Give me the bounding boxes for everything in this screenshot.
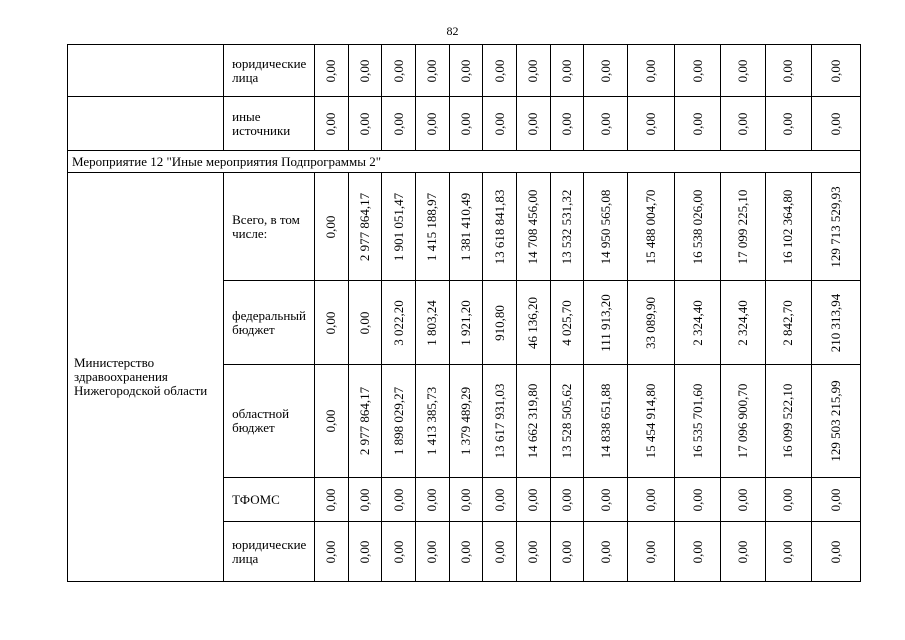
value-cell <box>382 522 416 582</box>
value-text: 0,00 <box>689 112 705 135</box>
value-text: 0,00 <box>525 488 541 511</box>
value-cell <box>584 478 628 522</box>
value-text: 0,00 <box>525 540 541 563</box>
value-text: 17 099 225,10 <box>735 189 751 264</box>
value-text: 0,00 <box>424 59 440 82</box>
value-cell <box>382 365 416 478</box>
value-cell <box>348 478 382 522</box>
value-cell <box>811 522 860 582</box>
source-label: иные источники <box>224 97 315 151</box>
source-label: федеральный бюджет <box>224 281 315 365</box>
value-cell <box>449 478 483 522</box>
value-cell <box>765 45 811 97</box>
value-cell <box>483 365 517 478</box>
value-text: 13 532 531,32 <box>559 189 574 264</box>
value-text: 0,00 <box>525 59 541 82</box>
value-cell <box>314 45 348 97</box>
organization-name: Министерство здравоохранения Нижегородской области <box>68 173 224 582</box>
value-cell <box>483 97 517 151</box>
value-cell <box>449 522 483 582</box>
value-cell <box>584 97 628 151</box>
value-cell <box>415 522 449 582</box>
value-text: 0,00 <box>643 59 659 82</box>
value-cell <box>675 522 721 582</box>
event-title: Мероприятие 12 "Иные мероприятия Подпрограммы 2" <box>68 151 861 173</box>
value-text: 0,00 <box>643 540 659 563</box>
value-cell <box>483 478 517 522</box>
value-cell <box>415 478 449 522</box>
value-text: 0,00 <box>689 59 705 82</box>
value-text: 1 415 188,97 <box>424 192 440 261</box>
value-cell <box>517 97 551 151</box>
value-text: 14 838 651,88 <box>597 383 613 459</box>
value-cell <box>517 365 551 478</box>
value-text: 0,00 <box>689 540 705 563</box>
table-row <box>68 45 861 97</box>
source-label: юридические лица <box>224 45 315 97</box>
value-text: 33 089,90 <box>643 296 659 349</box>
value-cell <box>550 45 584 97</box>
value-text: 46 136,20 <box>525 296 541 349</box>
value-cell <box>675 173 721 281</box>
value-text: 13 618 841,83 <box>491 189 507 264</box>
value-cell <box>483 281 517 365</box>
value-cell <box>314 173 348 281</box>
value-cell <box>628 522 675 582</box>
value-cell <box>314 281 348 365</box>
value-text: 0,00 <box>559 488 574 511</box>
value-cell <box>449 365 483 478</box>
value-cell <box>348 281 382 365</box>
value-cell <box>449 45 483 97</box>
value-text: 0,00 <box>491 540 507 563</box>
value-cell <box>721 365 766 478</box>
value-text: 1 379 489,29 <box>457 386 473 456</box>
source-label: Всего, в том числе: <box>224 173 315 281</box>
value-cell <box>675 97 721 151</box>
value-text: 0,00 <box>457 488 473 511</box>
value-text: 0,00 <box>643 112 659 135</box>
value-cell <box>314 478 348 522</box>
value-cell <box>415 97 449 151</box>
value-text: 0,00 <box>356 311 372 334</box>
value-text: 2 842,70 <box>780 299 796 346</box>
value-text: 0,00 <box>491 488 507 511</box>
value-cell <box>517 281 551 365</box>
value-cell <box>584 281 628 365</box>
value-text: 0,00 <box>323 215 339 238</box>
value-text: 17 096 900,70 <box>735 383 751 459</box>
value-text: 0,00 <box>457 540 473 563</box>
value-text: 3 022,20 <box>390 299 406 346</box>
value-text: 0,00 <box>457 59 473 82</box>
value-text: 0,00 <box>323 409 339 433</box>
value-cell <box>584 365 628 478</box>
value-cell <box>811 281 860 365</box>
value-text: 0,00 <box>643 488 659 511</box>
value-text: 16 535 701,60 <box>689 383 705 459</box>
value-text: 1 381 410,49 <box>457 192 473 261</box>
value-cell <box>382 45 416 97</box>
value-cell <box>628 281 675 365</box>
value-text: 0,00 <box>559 59 574 82</box>
value-text: 16 099 522,10 <box>780 383 796 459</box>
value-text: 0,00 <box>827 112 843 135</box>
value-text: 13 528 505,62 <box>559 383 574 459</box>
value-cell <box>765 522 811 582</box>
source-label: юридические лица <box>224 522 315 582</box>
value-text: 0,00 <box>525 112 541 135</box>
value-text: 0,00 <box>735 488 751 511</box>
value-cell <box>415 365 449 478</box>
value-cell <box>348 45 382 97</box>
source-label: ТФОМС <box>224 478 315 522</box>
value-cell <box>584 45 628 97</box>
value-text: 129 503 215,99 <box>827 380 843 462</box>
value-cell <box>415 45 449 97</box>
value-cell <box>765 478 811 522</box>
value-cell <box>811 45 860 97</box>
value-text: 4 025,70 <box>559 299 574 346</box>
value-cell <box>628 365 675 478</box>
value-text: 910,80 <box>491 304 507 341</box>
value-text: 2 977 864,17 <box>356 192 372 261</box>
value-text: 15 454 914,80 <box>643 383 659 459</box>
page-number: 82 <box>446 24 459 38</box>
value-cell <box>517 173 551 281</box>
value-cell <box>517 45 551 97</box>
value-text: 1 413 385,73 <box>424 386 440 456</box>
value-cell <box>415 281 449 365</box>
value-cell <box>483 522 517 582</box>
value-cell <box>628 45 675 97</box>
value-cell <box>811 173 860 281</box>
value-text: 0,00 <box>780 488 796 511</box>
value-text: 0,00 <box>780 540 796 563</box>
value-text: 0,00 <box>356 59 372 82</box>
value-cell <box>550 522 584 582</box>
value-text: 0,00 <box>390 488 406 511</box>
value-text: 16 102 364,80 <box>780 189 796 264</box>
value-cell <box>675 281 721 365</box>
value-cell <box>721 45 766 97</box>
value-text: 0,00 <box>356 488 372 511</box>
value-text: 0,00 <box>597 488 613 511</box>
value-text: 0,00 <box>735 112 751 135</box>
value-text: 2 324,40 <box>689 299 705 346</box>
value-text: 1 898 029,27 <box>390 386 406 456</box>
value-text: 0,00 <box>827 540 843 563</box>
value-text: 0,00 <box>424 488 440 511</box>
value-text: 0,00 <box>323 112 339 135</box>
value-text: 0,00 <box>827 59 843 82</box>
value-text: 129 713 529,93 <box>827 185 843 268</box>
value-text: 0,00 <box>390 540 406 563</box>
table-row <box>68 173 861 281</box>
value-text: 0,00 <box>491 59 507 82</box>
value-text: 2 324,40 <box>735 299 751 346</box>
value-text: 0,00 <box>735 540 751 563</box>
value-text: 15 488 004,70 <box>643 189 659 264</box>
org-cell-empty <box>68 97 224 151</box>
value-cell <box>517 478 551 522</box>
value-text: 0,00 <box>559 112 574 135</box>
value-cell <box>382 478 416 522</box>
value-text: 13 617 931,03 <box>491 383 507 459</box>
value-text: 0,00 <box>424 112 440 135</box>
value-cell <box>675 365 721 478</box>
value-text: 0,00 <box>390 112 406 135</box>
value-cell <box>765 173 811 281</box>
value-text: 0,00 <box>780 112 796 135</box>
value-cell <box>721 522 766 582</box>
value-cell <box>675 45 721 97</box>
value-text: 111 913,20 <box>597 293 613 352</box>
value-text: 1 803,24 <box>424 299 440 346</box>
value-cell <box>449 173 483 281</box>
value-cell <box>314 365 348 478</box>
value-text: 0,00 <box>390 59 406 82</box>
value-cell <box>811 365 860 478</box>
value-text: 1 921,20 <box>457 299 473 346</box>
value-cell <box>415 173 449 281</box>
value-cell <box>348 173 382 281</box>
value-cell <box>584 522 628 582</box>
value-text: 0,00 <box>780 59 796 82</box>
value-cell <box>628 97 675 151</box>
value-text: 0,00 <box>735 59 751 82</box>
value-text: 0,00 <box>323 59 339 82</box>
value-text: 0,00 <box>424 540 440 563</box>
value-text: 14 708 456,00 <box>525 189 541 264</box>
table-row <box>68 97 861 151</box>
value-cell <box>721 478 766 522</box>
value-cell <box>382 173 416 281</box>
value-text: 14 950 565,08 <box>597 189 613 264</box>
value-cell <box>449 97 483 151</box>
value-text: 14 662 319,80 <box>525 383 541 459</box>
value-cell <box>483 45 517 97</box>
value-text: 0,00 <box>559 540 574 563</box>
value-text: 0,00 <box>323 540 339 563</box>
value-text: 2 977 864,17 <box>356 386 372 456</box>
value-cell <box>382 97 416 151</box>
value-cell <box>584 173 628 281</box>
budget-table <box>67 44 861 582</box>
value-text: 0,00 <box>597 112 613 135</box>
value-cell <box>348 97 382 151</box>
value-cell <box>517 522 551 582</box>
value-text: 0,00 <box>356 540 372 563</box>
value-text: 16 538 026,00 <box>689 189 705 264</box>
value-text: 0,00 <box>597 540 613 563</box>
value-cell <box>765 281 811 365</box>
value-cell <box>721 173 766 281</box>
value-cell <box>721 281 766 365</box>
value-text: 0,00 <box>689 488 705 511</box>
value-text: 0,00 <box>491 112 507 135</box>
value-cell <box>550 173 584 281</box>
value-cell <box>765 97 811 151</box>
value-cell <box>675 478 721 522</box>
event-row <box>68 151 861 173</box>
value-cell <box>483 173 517 281</box>
value-cell <box>348 365 382 478</box>
value-cell <box>550 281 584 365</box>
value-cell <box>550 97 584 151</box>
value-text: 1 901 051,47 <box>390 192 406 261</box>
value-cell <box>628 173 675 281</box>
value-cell <box>811 97 860 151</box>
value-cell <box>314 522 348 582</box>
value-cell <box>550 478 584 522</box>
value-text: 210 313,94 <box>827 293 843 352</box>
value-cell <box>382 281 416 365</box>
org-cell-empty <box>68 45 224 97</box>
value-text: 0,00 <box>827 488 843 511</box>
value-text: 0,00 <box>356 112 372 135</box>
value-text: 0,00 <box>597 59 613 82</box>
value-cell <box>721 97 766 151</box>
value-cell <box>550 365 584 478</box>
value-cell <box>449 281 483 365</box>
value-text: 0,00 <box>457 112 473 135</box>
value-cell <box>314 97 348 151</box>
value-text: 0,00 <box>323 311 339 334</box>
value-text: 0,00 <box>323 488 339 511</box>
value-cell <box>628 478 675 522</box>
value-cell <box>348 522 382 582</box>
value-cell <box>811 478 860 522</box>
source-label: областной бюджет <box>224 365 315 478</box>
value-cell <box>765 365 811 478</box>
